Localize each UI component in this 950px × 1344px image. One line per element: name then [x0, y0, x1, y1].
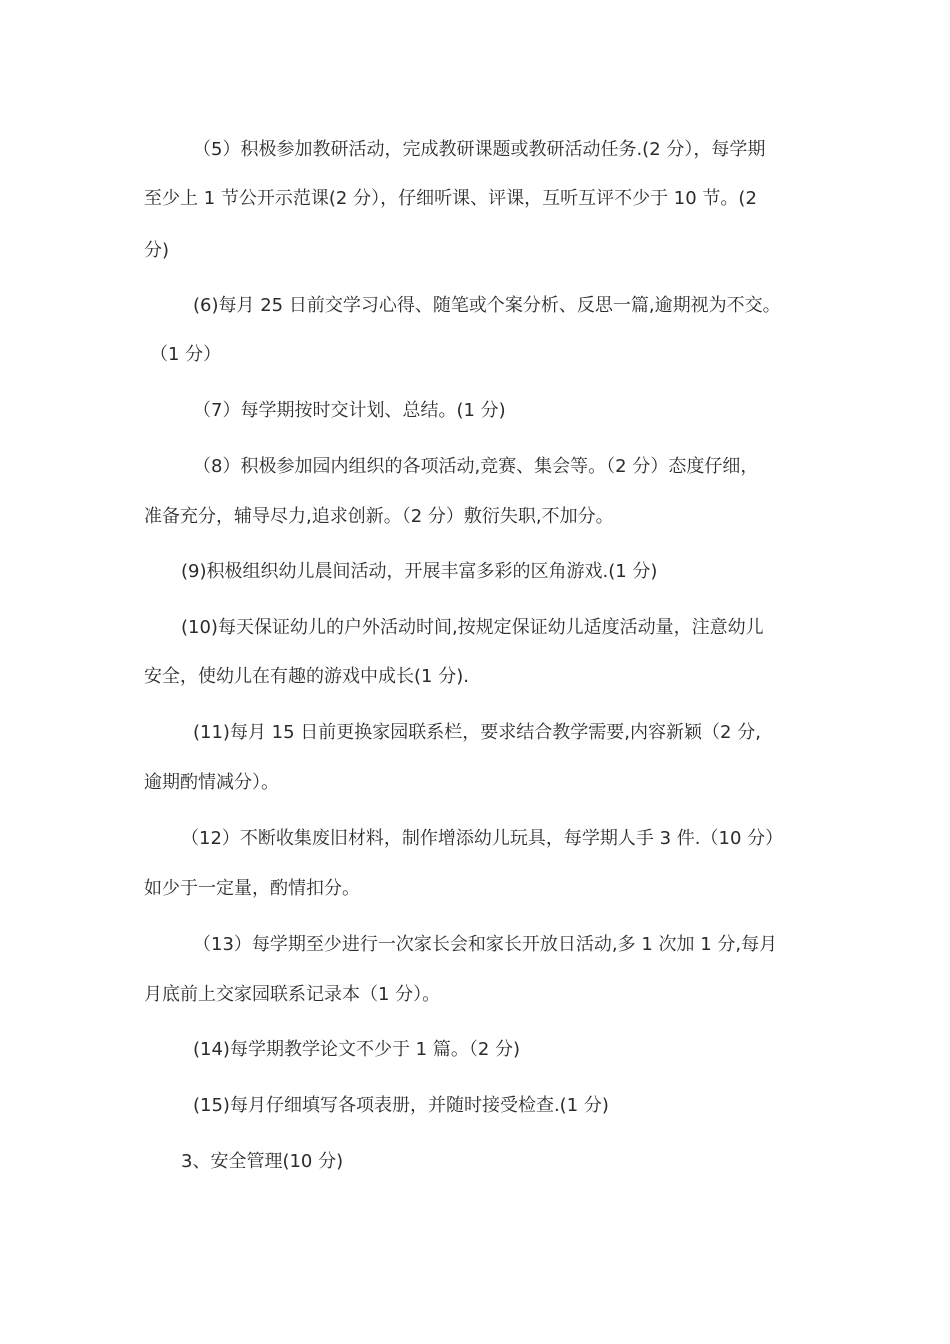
paragraph-13-line-1: （13）每学期至少进行一次家长会和家长开放日活动,多 1 次加 1 分,每月 [193, 934, 778, 955]
paragraph-14-line-1: (14)每学期教学论文不少于 1 篇。（2 分) [193, 1039, 521, 1060]
paragraph-9-line-1: (9)积极组织幼儿晨间活动，开展丰富多彩的区角游戏.(1 分) [181, 561, 658, 582]
paragraph-7-line-1: （7）每学期按时交计划、总结。(1 分) [193, 400, 506, 421]
paragraph-8-line-2: 准备充分，辅导尽力,追求创新。（2 分）敷衍失职,不加分。 [144, 506, 614, 527]
paragraph-11-line-2: 逾期酌情减分）。 [144, 772, 279, 793]
paragraph-15-line-1: (15)每月仔细填写各项表册，并随时接受检查.(1 分) [193, 1095, 609, 1116]
paragraph-12-line-1: （12）不断收集废旧材料，制作增添幼儿玩具，每学期人手 3 件.（10 分） [181, 828, 784, 849]
paragraph-5-line-1: （5）积极参加教研活动，完成教研课题或教研活动任务.(2 分），每学期 [193, 139, 766, 160]
paragraph-12-line-2: 如少于一定量，酌情扣分。 [144, 878, 360, 899]
paragraph-10-line-2: 安全，使幼儿在有趣的游戏中成长(1 分). [144, 666, 469, 687]
paragraph-10-line-1: (10)每天保证幼儿的户外活动时间,按规定保证幼儿适度活动量，注意幼儿 [181, 617, 764, 638]
paragraph-6-line-1: (6)每月 25 日前交学习心得、随笔或个案分析、反思一篇,逾期视为不交。 [193, 295, 781, 316]
paragraph-6-line-2: （1 分） [150, 344, 222, 365]
paragraph-5-line-2: 至少上 1 节公开示范课(2 分），仔细听课、评课，互听互评不少于 10 节。(2 [144, 188, 757, 209]
section-heading-safety: 3、安全管理(10 分) [181, 1151, 344, 1172]
paragraph-5-line-3: 分) [144, 240, 170, 261]
paragraph-13-line-2: 月底前上交家园联系记录本（1 分）。 [144, 984, 441, 1005]
paragraph-8-line-1: （8）积极参加园内组织的各项活动,竞赛、集会等。（2 分）态度仔细， [193, 456, 759, 477]
paragraph-11-line-1: (11)每月 15 日前更换家园联系栏，要求结合教学需要,内容新颖（2 分, [193, 722, 761, 743]
